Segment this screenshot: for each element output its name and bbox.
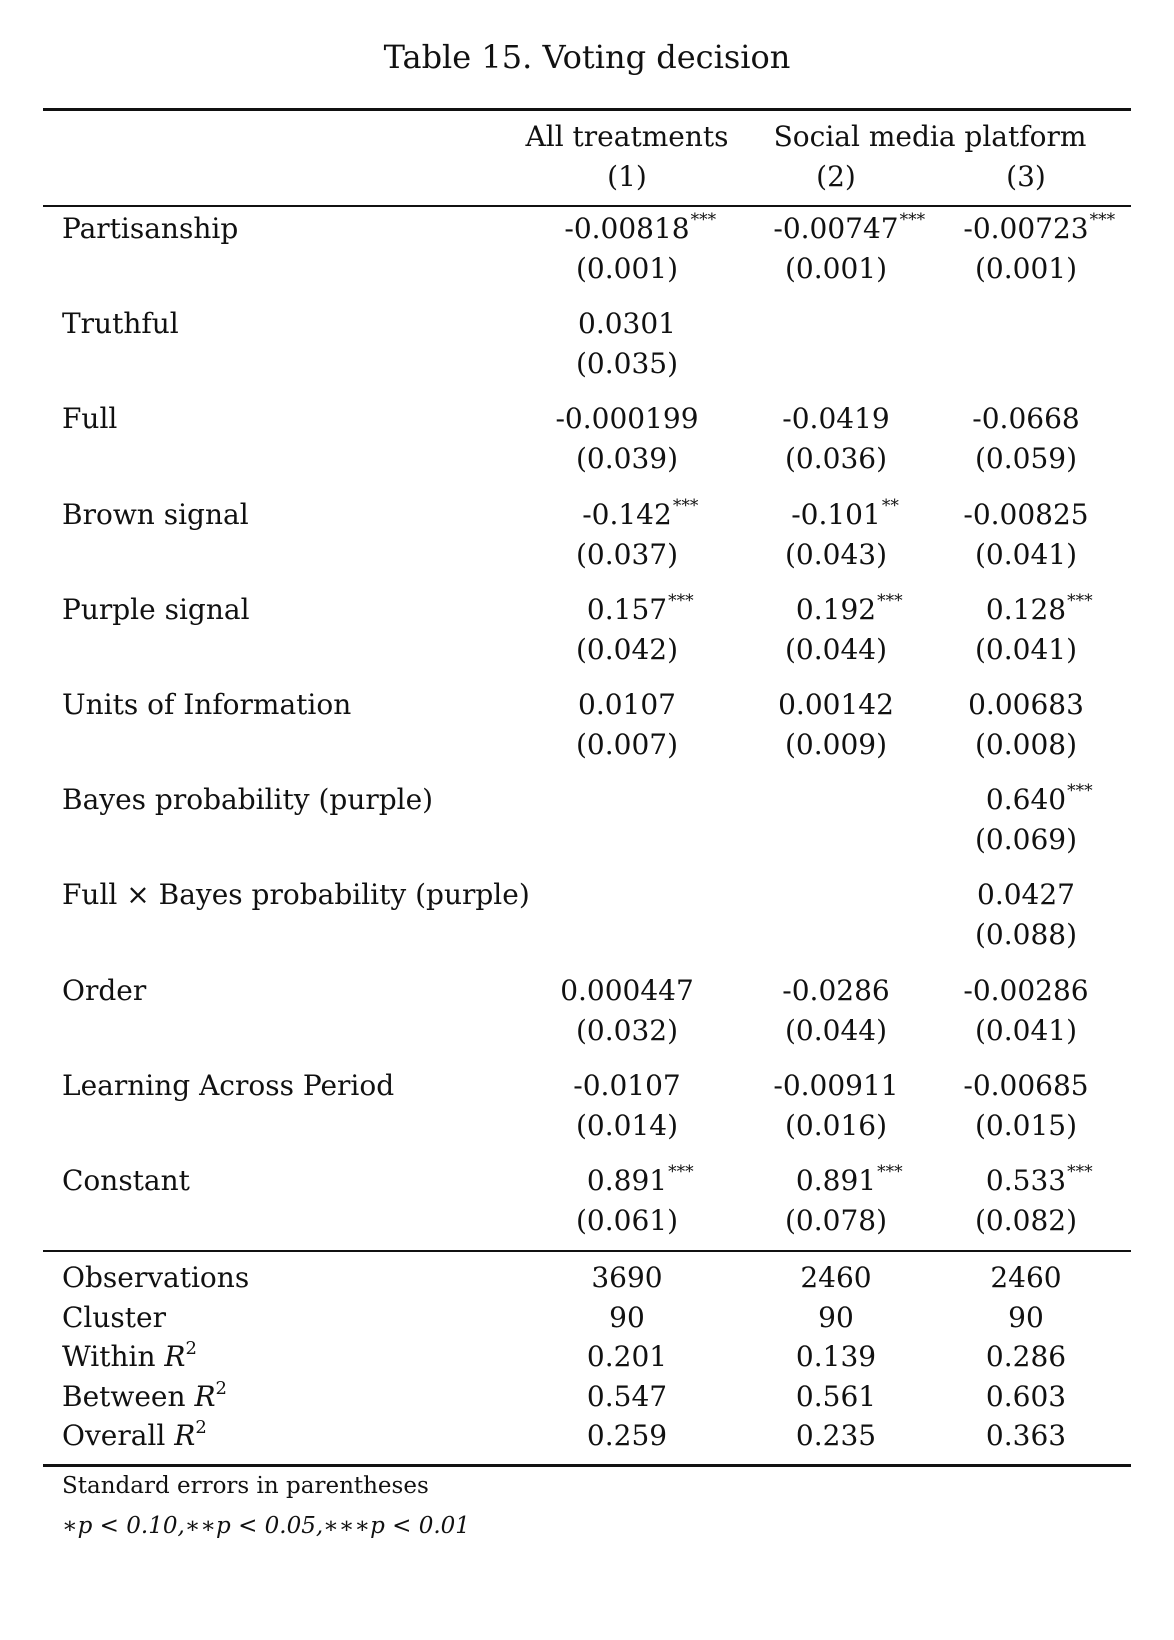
row-label: Full	[62, 402, 118, 435]
standard-error-cell: (0.043)	[784, 538, 888, 571]
coefficient-cell	[586, 591, 694, 626]
coefficient-cell	[578, 307, 676, 340]
stat-value: 3690	[591, 1261, 663, 1294]
significance-stars: ***	[899, 210, 926, 230]
stat-value: 0.603	[985, 1380, 1067, 1413]
coefficient-number: 0.533	[985, 1164, 1067, 1197]
coefficient-value	[963, 974, 1089, 1007]
coefficient-value	[586, 591, 694, 626]
coefficient-number: 0.000447	[560, 974, 694, 1007]
coefficient-cell	[985, 1162, 1093, 1197]
coefficient-value	[985, 1162, 1093, 1197]
coefficient-number: -0.00286	[963, 974, 1089, 1007]
table-title: Table 15. Voting decision	[383, 38, 791, 76]
row-label: Truthful	[62, 307, 179, 340]
stat-value: 90	[1008, 1301, 1044, 1334]
coefficient-number: 0.192	[795, 593, 877, 626]
coefficient-cell	[560, 974, 694, 1007]
coefficient-number: 0.157	[586, 593, 668, 626]
header-col-2: (2)	[816, 160, 856, 193]
coefficient-number: 0.128	[985, 593, 1067, 626]
stat-value: 0.547	[586, 1380, 668, 1413]
stat-value: 0.201	[586, 1340, 668, 1373]
coefficient-value	[560, 974, 694, 1007]
significance-stars: ***	[1067, 781, 1093, 801]
stat-value: 0.363	[985, 1419, 1067, 1452]
standard-error-cell: (0.001)	[575, 252, 679, 285]
significance-stars: ***	[668, 591, 694, 611]
row-label: Units of Information	[62, 688, 352, 721]
coefficient-value	[963, 1069, 1089, 1102]
significance-stars: ***	[877, 591, 903, 611]
coefficient-value	[972, 402, 1080, 435]
coefficient-number: -0.00825	[963, 498, 1089, 531]
coefficient-value	[573, 1069, 681, 1102]
standard-error-cell: (0.082)	[974, 1204, 1078, 1237]
header-col-1: (1)	[607, 160, 647, 193]
coefficient-number: -0.142	[582, 498, 672, 531]
significance-stars: ***	[672, 496, 699, 516]
coefficient-cell	[963, 1069, 1089, 1102]
stat-value: 90	[609, 1301, 645, 1334]
stat-label	[62, 1338, 197, 1373]
row-label: Brown signal	[62, 498, 249, 531]
coefficient-number: 0.00683	[968, 688, 1084, 721]
standard-error-cell: (0.036)	[784, 442, 888, 475]
coefficient-number: -0.0668	[972, 402, 1080, 435]
coefficient-value	[578, 688, 676, 721]
coefficient-cell	[795, 591, 903, 626]
significance-stars: ***	[1067, 1162, 1093, 1182]
coefficient-cell	[778, 688, 894, 721]
standard-error-cell: (0.041)	[974, 1014, 1078, 1047]
header-col-3: (3)	[1006, 160, 1046, 193]
header-group-social-media: Social media platform	[773, 120, 1087, 153]
significance-stars: **	[881, 496, 899, 516]
coefficient-value	[985, 781, 1093, 816]
standard-error-cell: (0.044)	[784, 1014, 888, 1047]
row-label: Order	[62, 974, 147, 1007]
coefficient-number: -0.00723	[963, 212, 1089, 245]
standard-error-cell: (0.001)	[784, 252, 888, 285]
coefficient-value	[795, 591, 903, 626]
note-significance: ∗p < 0.10,∗∗p < 0.05,∗∗∗p < 0.01	[62, 1513, 470, 1539]
coefficient-value	[773, 210, 926, 245]
coefficient-number: 0.0301	[578, 307, 676, 340]
coefficient-cell	[985, 591, 1093, 626]
coefficient-value	[582, 496, 699, 531]
row-label: Full × Bayes probability (purple)	[62, 878, 530, 911]
stat-value: 90	[818, 1301, 854, 1334]
coefficient-number: -0.0419	[782, 402, 890, 435]
stat-value: 0.139	[795, 1340, 877, 1373]
coefficient-cell	[963, 498, 1089, 531]
standard-error-cell: (0.042)	[575, 633, 679, 666]
coefficient-cell	[578, 688, 676, 721]
standard-error-cell: (0.035)	[575, 347, 679, 380]
stat-label-superscript: 2	[185, 1338, 197, 1359]
stat-label	[62, 1378, 227, 1413]
stats-rule	[43, 1250, 1131, 1252]
coefficient-value	[985, 591, 1093, 626]
coefficient-number: 0.0427	[977, 878, 1075, 911]
coefficient-value	[791, 496, 899, 531]
coefficient-number: 0.0107	[578, 688, 676, 721]
coefficient-cell	[963, 210, 1116, 245]
row-label: Constant	[62, 1164, 190, 1197]
standard-error-cell: (0.014)	[575, 1109, 679, 1142]
header-rule	[43, 205, 1131, 207]
standard-error-cell: (0.061)	[575, 1204, 679, 1237]
stat-value: 0.561	[795, 1380, 877, 1413]
coefficient-number: 0.891	[795, 1164, 877, 1197]
standard-error-cell: (0.041)	[974, 538, 1078, 571]
significance-stars: ***	[1067, 591, 1093, 611]
coefficient-cell	[586, 1162, 694, 1197]
coefficient-cell	[968, 688, 1084, 721]
standard-error-cell: (0.009)	[784, 728, 888, 761]
row-label: Learning Across Period	[62, 1069, 395, 1102]
coefficient-value	[963, 498, 1089, 531]
coefficient-value	[782, 402, 890, 435]
coefficient-cell	[782, 402, 890, 435]
coefficient-value	[773, 1069, 899, 1102]
coefficient-number: 0.00142	[778, 688, 894, 721]
standard-error-cell: (0.039)	[575, 442, 679, 475]
bottom-rule	[43, 1464, 1131, 1467]
standard-error-cell: (0.069)	[974, 823, 1078, 856]
standard-error-cell: (0.078)	[784, 1204, 888, 1237]
coefficient-number: -0.00818	[564, 212, 690, 245]
coefficient-number: 0.891	[586, 1164, 668, 1197]
standard-error-cell: (0.041)	[974, 633, 1078, 666]
row-label: Purple signal	[62, 593, 250, 626]
coefficient-value	[578, 307, 676, 340]
standard-error-cell: (0.015)	[974, 1109, 1078, 1142]
coefficient-cell	[977, 878, 1075, 911]
stat-label-text: Cluster	[62, 1301, 166, 1334]
coefficient-cell	[573, 1069, 681, 1102]
coefficient-value	[968, 688, 1084, 721]
coefficient-value	[782, 974, 890, 1007]
standard-error-cell: (0.008)	[974, 728, 1078, 761]
coefficient-number: -0.00911	[773, 1069, 899, 1102]
coefficient-value	[555, 402, 699, 435]
stat-value: 2460	[990, 1261, 1062, 1294]
coefficient-number: -0.0107	[573, 1069, 681, 1102]
row-label: Bayes probability (purple)	[62, 783, 434, 816]
stat-label	[62, 1301, 166, 1334]
stat-label	[62, 1417, 207, 1452]
stat-label-text: Within R	[62, 1340, 186, 1373]
coefficient-value	[963, 210, 1116, 245]
standard-error-cell: (0.088)	[974, 918, 1078, 951]
coefficient-cell	[782, 974, 890, 1007]
coefficient-cell	[791, 496, 899, 531]
significance-stars: ***	[690, 210, 717, 230]
stat-value: 0.259	[586, 1419, 668, 1452]
standard-error-cell: (0.007)	[575, 728, 679, 761]
stat-value: 0.235	[795, 1419, 877, 1452]
coefficient-cell	[795, 1162, 903, 1197]
row-label: Partisanship	[62, 212, 239, 245]
significance-stars: ***	[668, 1162, 694, 1182]
stat-label-superscript: 2	[215, 1378, 227, 1399]
note-standard-errors: Standard errors in parentheses	[62, 1473, 429, 1499]
standard-error-cell: (0.032)	[575, 1014, 679, 1047]
coefficient-value	[564, 210, 717, 245]
coefficient-value	[586, 1162, 694, 1197]
coefficient-cell	[773, 210, 926, 245]
stat-label-text: Observations	[62, 1261, 250, 1294]
significance-stars: ***	[877, 1162, 903, 1182]
coefficient-cell	[972, 402, 1080, 435]
coefficient-cell	[582, 496, 699, 531]
standard-error-cell: (0.001)	[974, 252, 1078, 285]
stat-label-superscript: 2	[195, 1417, 207, 1438]
coefficient-cell	[555, 402, 699, 435]
coefficient-number: -0.000199	[555, 402, 699, 435]
coefficient-number: -0.101	[791, 498, 881, 531]
header-group-all-treatments: All treatments	[525, 120, 729, 153]
coefficient-value	[795, 1162, 903, 1197]
stat-label-text: Overall R	[62, 1419, 196, 1452]
significance-stars: ***	[1089, 210, 1116, 230]
standard-error-cell: (0.044)	[784, 633, 888, 666]
stat-label-text: Between R	[62, 1380, 216, 1413]
stat-label	[62, 1261, 250, 1294]
standard-error-cell: (0.059)	[974, 442, 1078, 475]
standard-error-cell: (0.016)	[784, 1109, 888, 1142]
top-rule	[43, 108, 1131, 111]
coefficient-cell	[985, 781, 1093, 816]
coefficient-cell	[773, 1069, 899, 1102]
coefficient-number: -0.00747	[773, 212, 899, 245]
coefficient-cell	[963, 974, 1089, 1007]
standard-error-cell: (0.037)	[575, 538, 679, 571]
stat-value: 0.286	[985, 1340, 1067, 1373]
coefficient-number: 0.640	[985, 783, 1067, 816]
coefficient-value	[778, 688, 894, 721]
coefficient-value	[977, 878, 1075, 911]
coefficient-number: -0.0286	[782, 974, 890, 1007]
coefficient-cell	[564, 210, 717, 245]
stat-value: 2460	[800, 1261, 872, 1294]
coefficient-number: -0.00685	[963, 1069, 1089, 1102]
